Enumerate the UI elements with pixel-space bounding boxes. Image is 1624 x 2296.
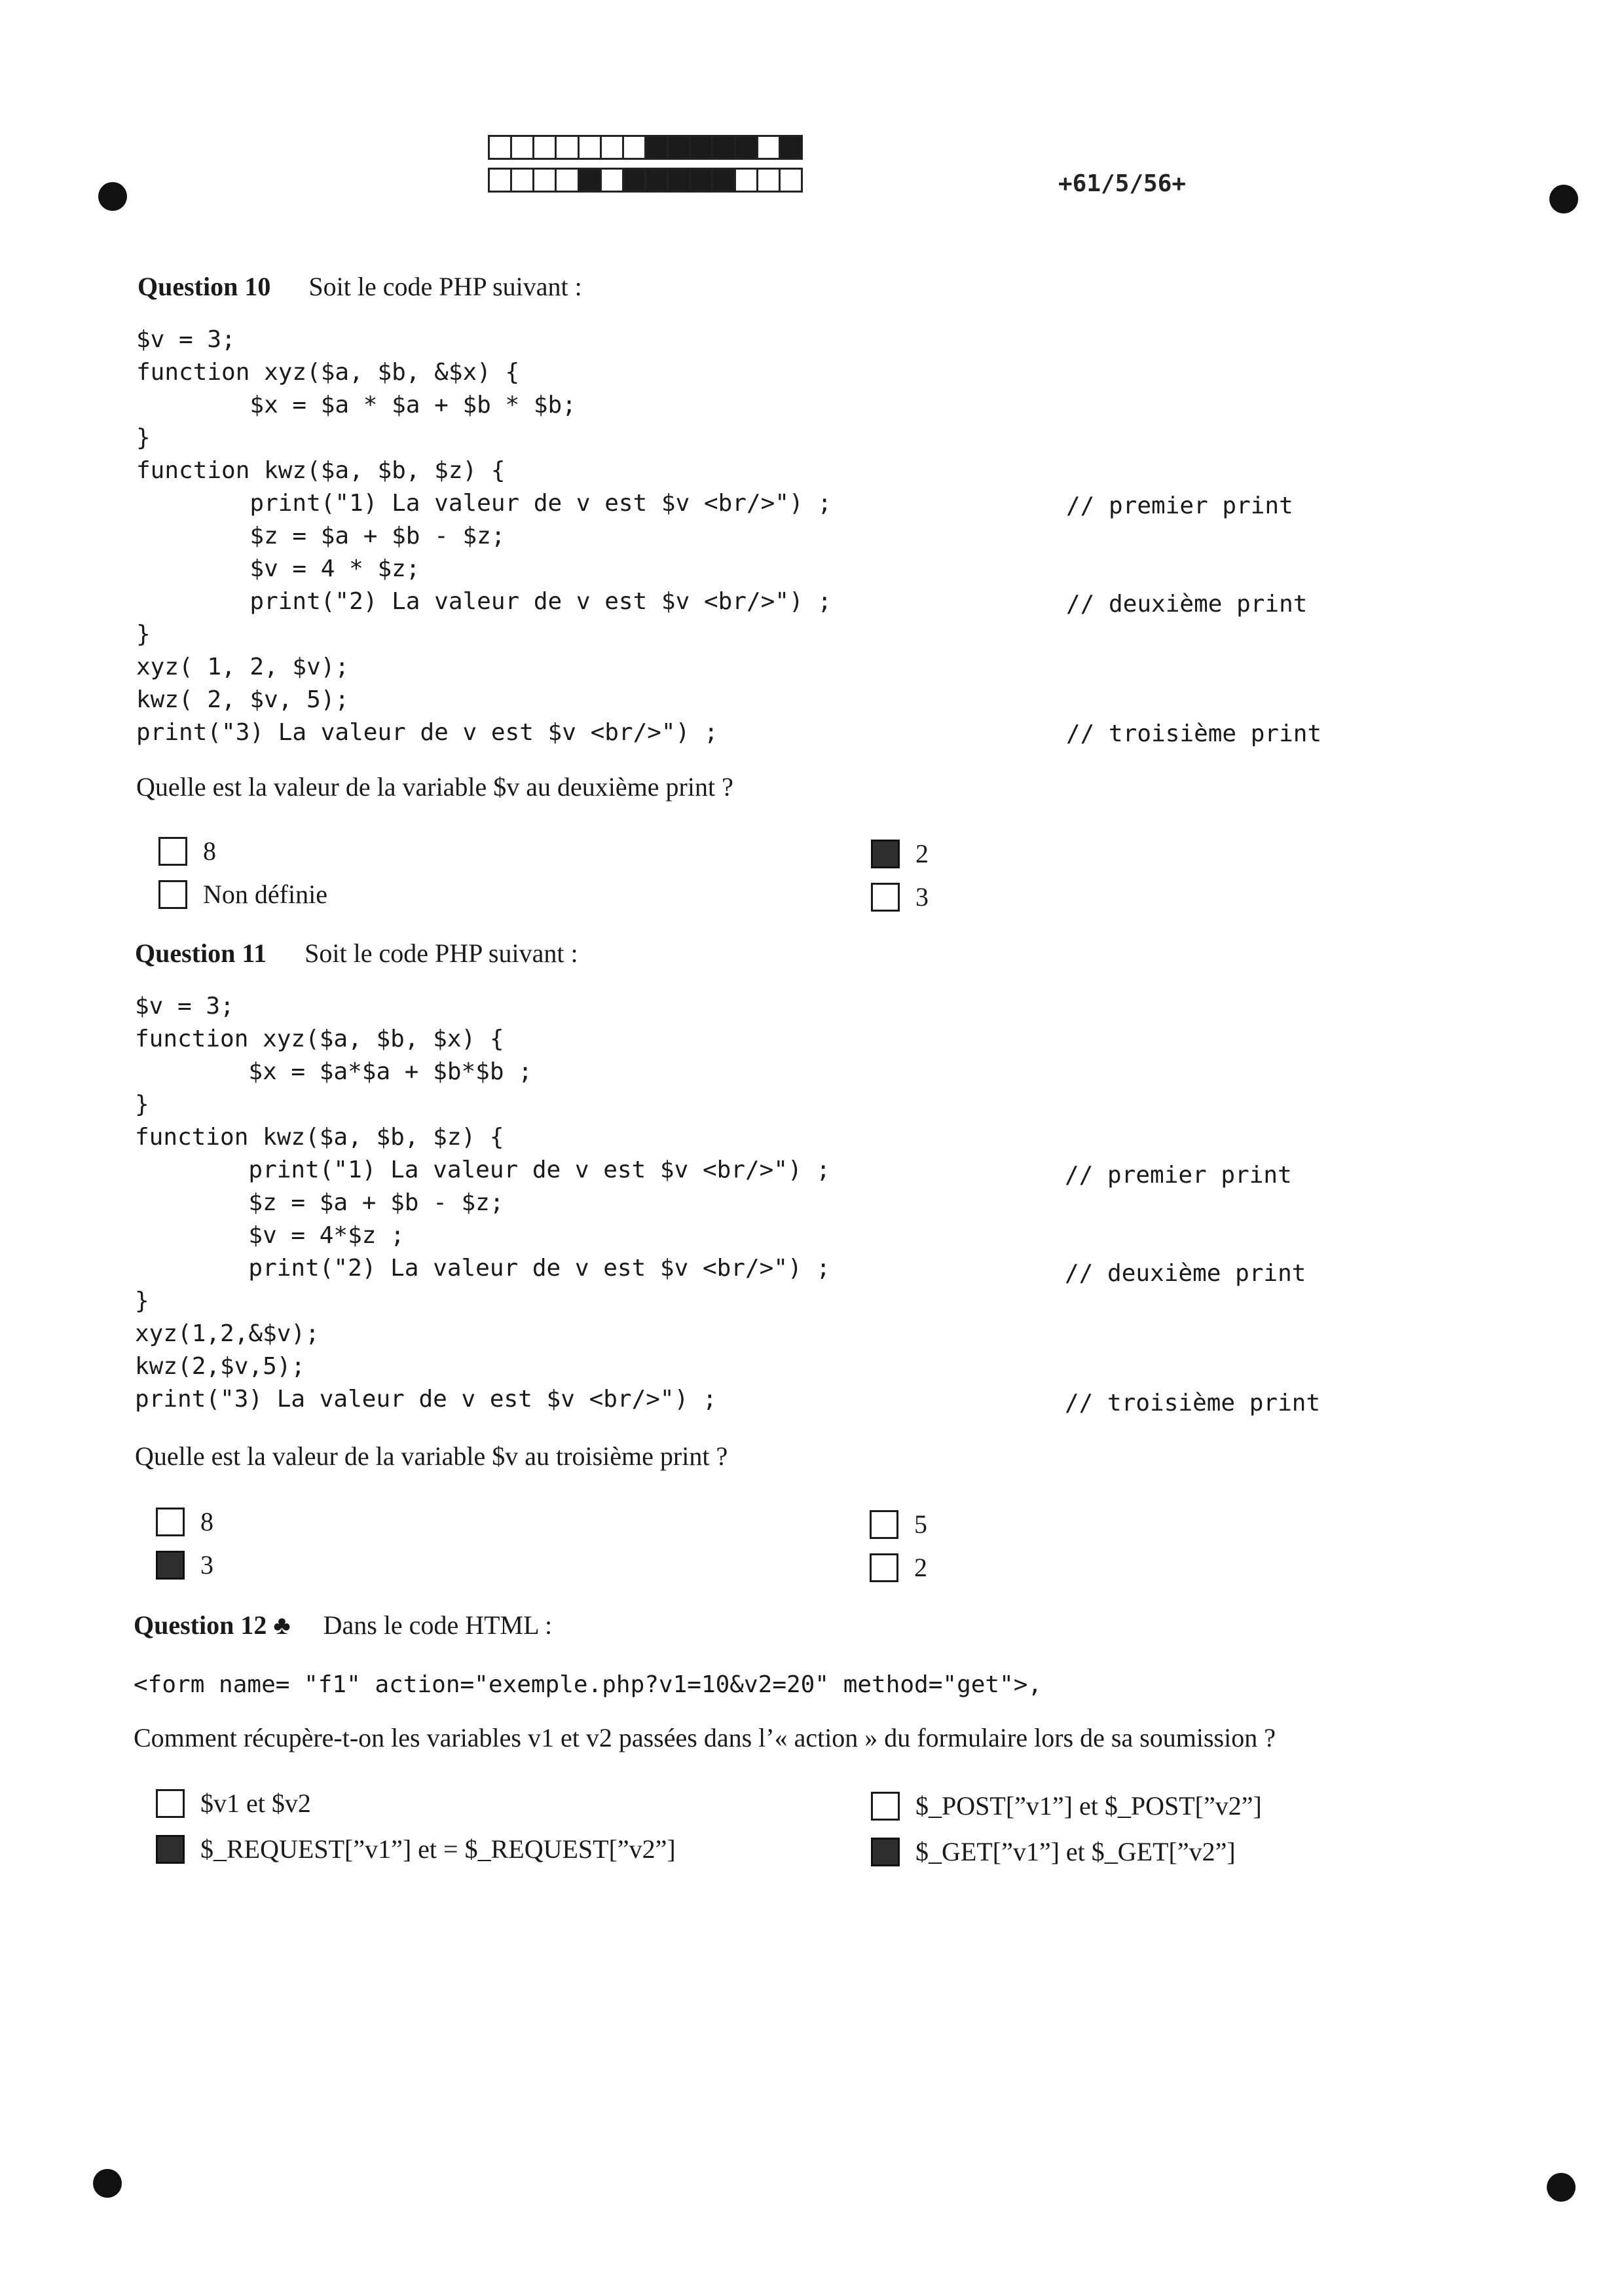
comment-troisieme-print: // troisième print: [1066, 720, 1322, 747]
choice-q11-a[interactable]: [156, 1506, 213, 1537]
choice-label: 8: [203, 836, 216, 866]
comment-deuxieme-print: // deuxième print: [1066, 591, 1308, 618]
barcode-cell: [555, 168, 579, 193]
choice-label: $_GET[”v1”] et $_GET[”v2”]: [915, 1837, 1236, 1866]
checkbox[interactable]: [156, 1789, 185, 1818]
choice-label: 2: [915, 839, 929, 868]
choice-label: Non définie: [203, 880, 327, 909]
question-10-prompt: Quelle est la valeur de la variable $v au deuxième print ?: [136, 772, 733, 802]
barcode-cell: [689, 168, 713, 193]
question-12-code: <form name= "f1" action="exemple.php?v1=10&v2=20" method="get">,: [134, 1671, 1043, 1698]
choice-q10-c[interactable]: [158, 879, 327, 910]
comment-deuxieme-print: // deuxième print: [1065, 1260, 1306, 1287]
barcode-cell: [488, 135, 512, 160]
choice-q11-b[interactable]: [870, 1509, 927, 1540]
choice-label: 5: [914, 1509, 927, 1539]
choice-q10-b[interactable]: [871, 838, 929, 869]
question-number: Question 12: [134, 1610, 267, 1640]
checkbox[interactable]: [871, 1792, 900, 1821]
barcode-cell: [734, 168, 758, 193]
choice-q12-c[interactable]: [156, 1834, 676, 1864]
question-11-prompt: Quelle est la valeur de la variable $v au troisième print ?: [135, 1441, 728, 1471]
comment-troisieme-print: // troisième print: [1065, 1390, 1321, 1416]
choice-label: 3: [915, 882, 929, 912]
barcode-cell: [622, 135, 646, 160]
barcode-cell: [756, 135, 781, 160]
barcode-cell: [644, 168, 669, 193]
checkbox[interactable]: [158, 837, 187, 866]
choice-label: $_REQUEST[”v1”] et = $_REQUEST[”v2”]: [200, 1834, 676, 1864]
barcode-cell: [711, 135, 735, 160]
checkbox[interactable]: [156, 1551, 185, 1580]
choice-label: $v1 et $v2: [200, 1788, 311, 1818]
barcode-cell: [644, 135, 669, 160]
barcode-cell: [779, 168, 803, 193]
barcode-row-1: [490, 135, 803, 160]
barcode-cell: [510, 135, 534, 160]
question-12-prompt: Comment récupère-t-on les variables v1 et v2 passées dans l’« action » du formulaire lors de sa soumission ?: [134, 1723, 1276, 1752]
choice-label: 8: [200, 1507, 213, 1536]
choice-q12-b[interactable]: [871, 1790, 1262, 1821]
question-intro: Dans le code HTML :: [323, 1610, 553, 1640]
choice-q11-d[interactable]: [870, 1552, 927, 1583]
checkbox[interactable]: [156, 1508, 185, 1536]
checkbox[interactable]: [158, 880, 187, 909]
barcode-cell: [578, 168, 602, 193]
question-11-title: [135, 938, 578, 969]
checkbox[interactable]: [871, 840, 900, 868]
choice-q12-a[interactable]: [156, 1788, 311, 1819]
checkbox[interactable]: [871, 1838, 900, 1866]
barcode-cell: [779, 135, 803, 160]
question-10-title: [138, 271, 582, 302]
barcode-cell: [488, 168, 512, 193]
question-intro: Soit le code PHP suivant :: [304, 938, 578, 968]
barcode-cell: [555, 135, 579, 160]
barcode-cell: [600, 135, 624, 160]
barcode-cell: [622, 168, 646, 193]
club-icon: ♣: [273, 1610, 291, 1640]
registration-mark-top-left: [98, 182, 127, 211]
question-number: Question 11: [135, 938, 267, 968]
registration-mark-top-right: [1549, 185, 1578, 213]
choice-label: $_POST[”v1”] et $_POST[”v2”]: [915, 1791, 1262, 1821]
barcode-cell: [578, 135, 602, 160]
comment-premier-print: // premier print: [1066, 492, 1293, 519]
question-number: Question 10: [138, 272, 271, 301]
checkbox[interactable]: [871, 883, 900, 912]
barcode-cell: [756, 168, 781, 193]
page-id: +61/5/56+: [1058, 170, 1187, 197]
question-intro: Soit le code PHP suivant :: [308, 272, 582, 301]
checkbox[interactable]: [870, 1510, 898, 1539]
checkbox[interactable]: [870, 1553, 898, 1582]
choice-label: 2: [914, 1553, 927, 1582]
comment-premier-print: // premier print: [1065, 1162, 1292, 1189]
choice-label: 3: [200, 1550, 213, 1580]
choice-q10-d[interactable]: [871, 881, 929, 912]
barcode-row-2: [490, 168, 803, 193]
question-11-code: $v = 3; function xyz($a, $b, $x) { $x = $a*$a + $b*$b ; } function kwz($a, $b, $z) { print("1) La valeur de v est $v <br/>") ; $z = $a + $b - $z; $v = 4*$z ; print("2) La valeur de v est $v <br/>") ; } xyz(1,2,&$v); kwz(2,$v,5); print("3) La valeur de v est $v <br/>") ;: [135, 993, 831, 1413]
barcode-cell: [600, 168, 624, 193]
question-10-code: $v = 3; function xyz($a, $b, &$x) { $x = $a * $a + $b * $b; } function kwz($a, $b, $z) { print("1) La valeur de v est $v <br/>") ; $z = $a + $b - $z; $v = 4 * $z; print("2) La valeur de v est $v <br/>") ; } xyz( 1, 2, $v); kwz( 2, $v, 5); print("3) La valeur de v est $v <br/>") ;: [136, 326, 832, 746]
barcode-cell: [689, 135, 713, 160]
choice-q12-d[interactable]: [871, 1836, 1236, 1867]
choice-q10-a[interactable]: [158, 836, 216, 866]
barcode-cell: [532, 135, 557, 160]
barcode-cell: [532, 168, 557, 193]
checkbox[interactable]: [156, 1835, 185, 1864]
registration-mark-bottom-right: [1547, 2173, 1576, 2202]
barcode-cell: [734, 135, 758, 160]
registration-mark-bottom-left: [93, 2169, 122, 2198]
barcode-cell: [711, 168, 735, 193]
question-12-title: [134, 1610, 552, 1640]
choice-q11-c[interactable]: [156, 1549, 213, 1580]
barcode-cell: [667, 168, 691, 193]
barcode-cell: [510, 168, 534, 193]
barcode-cell: [667, 135, 691, 160]
